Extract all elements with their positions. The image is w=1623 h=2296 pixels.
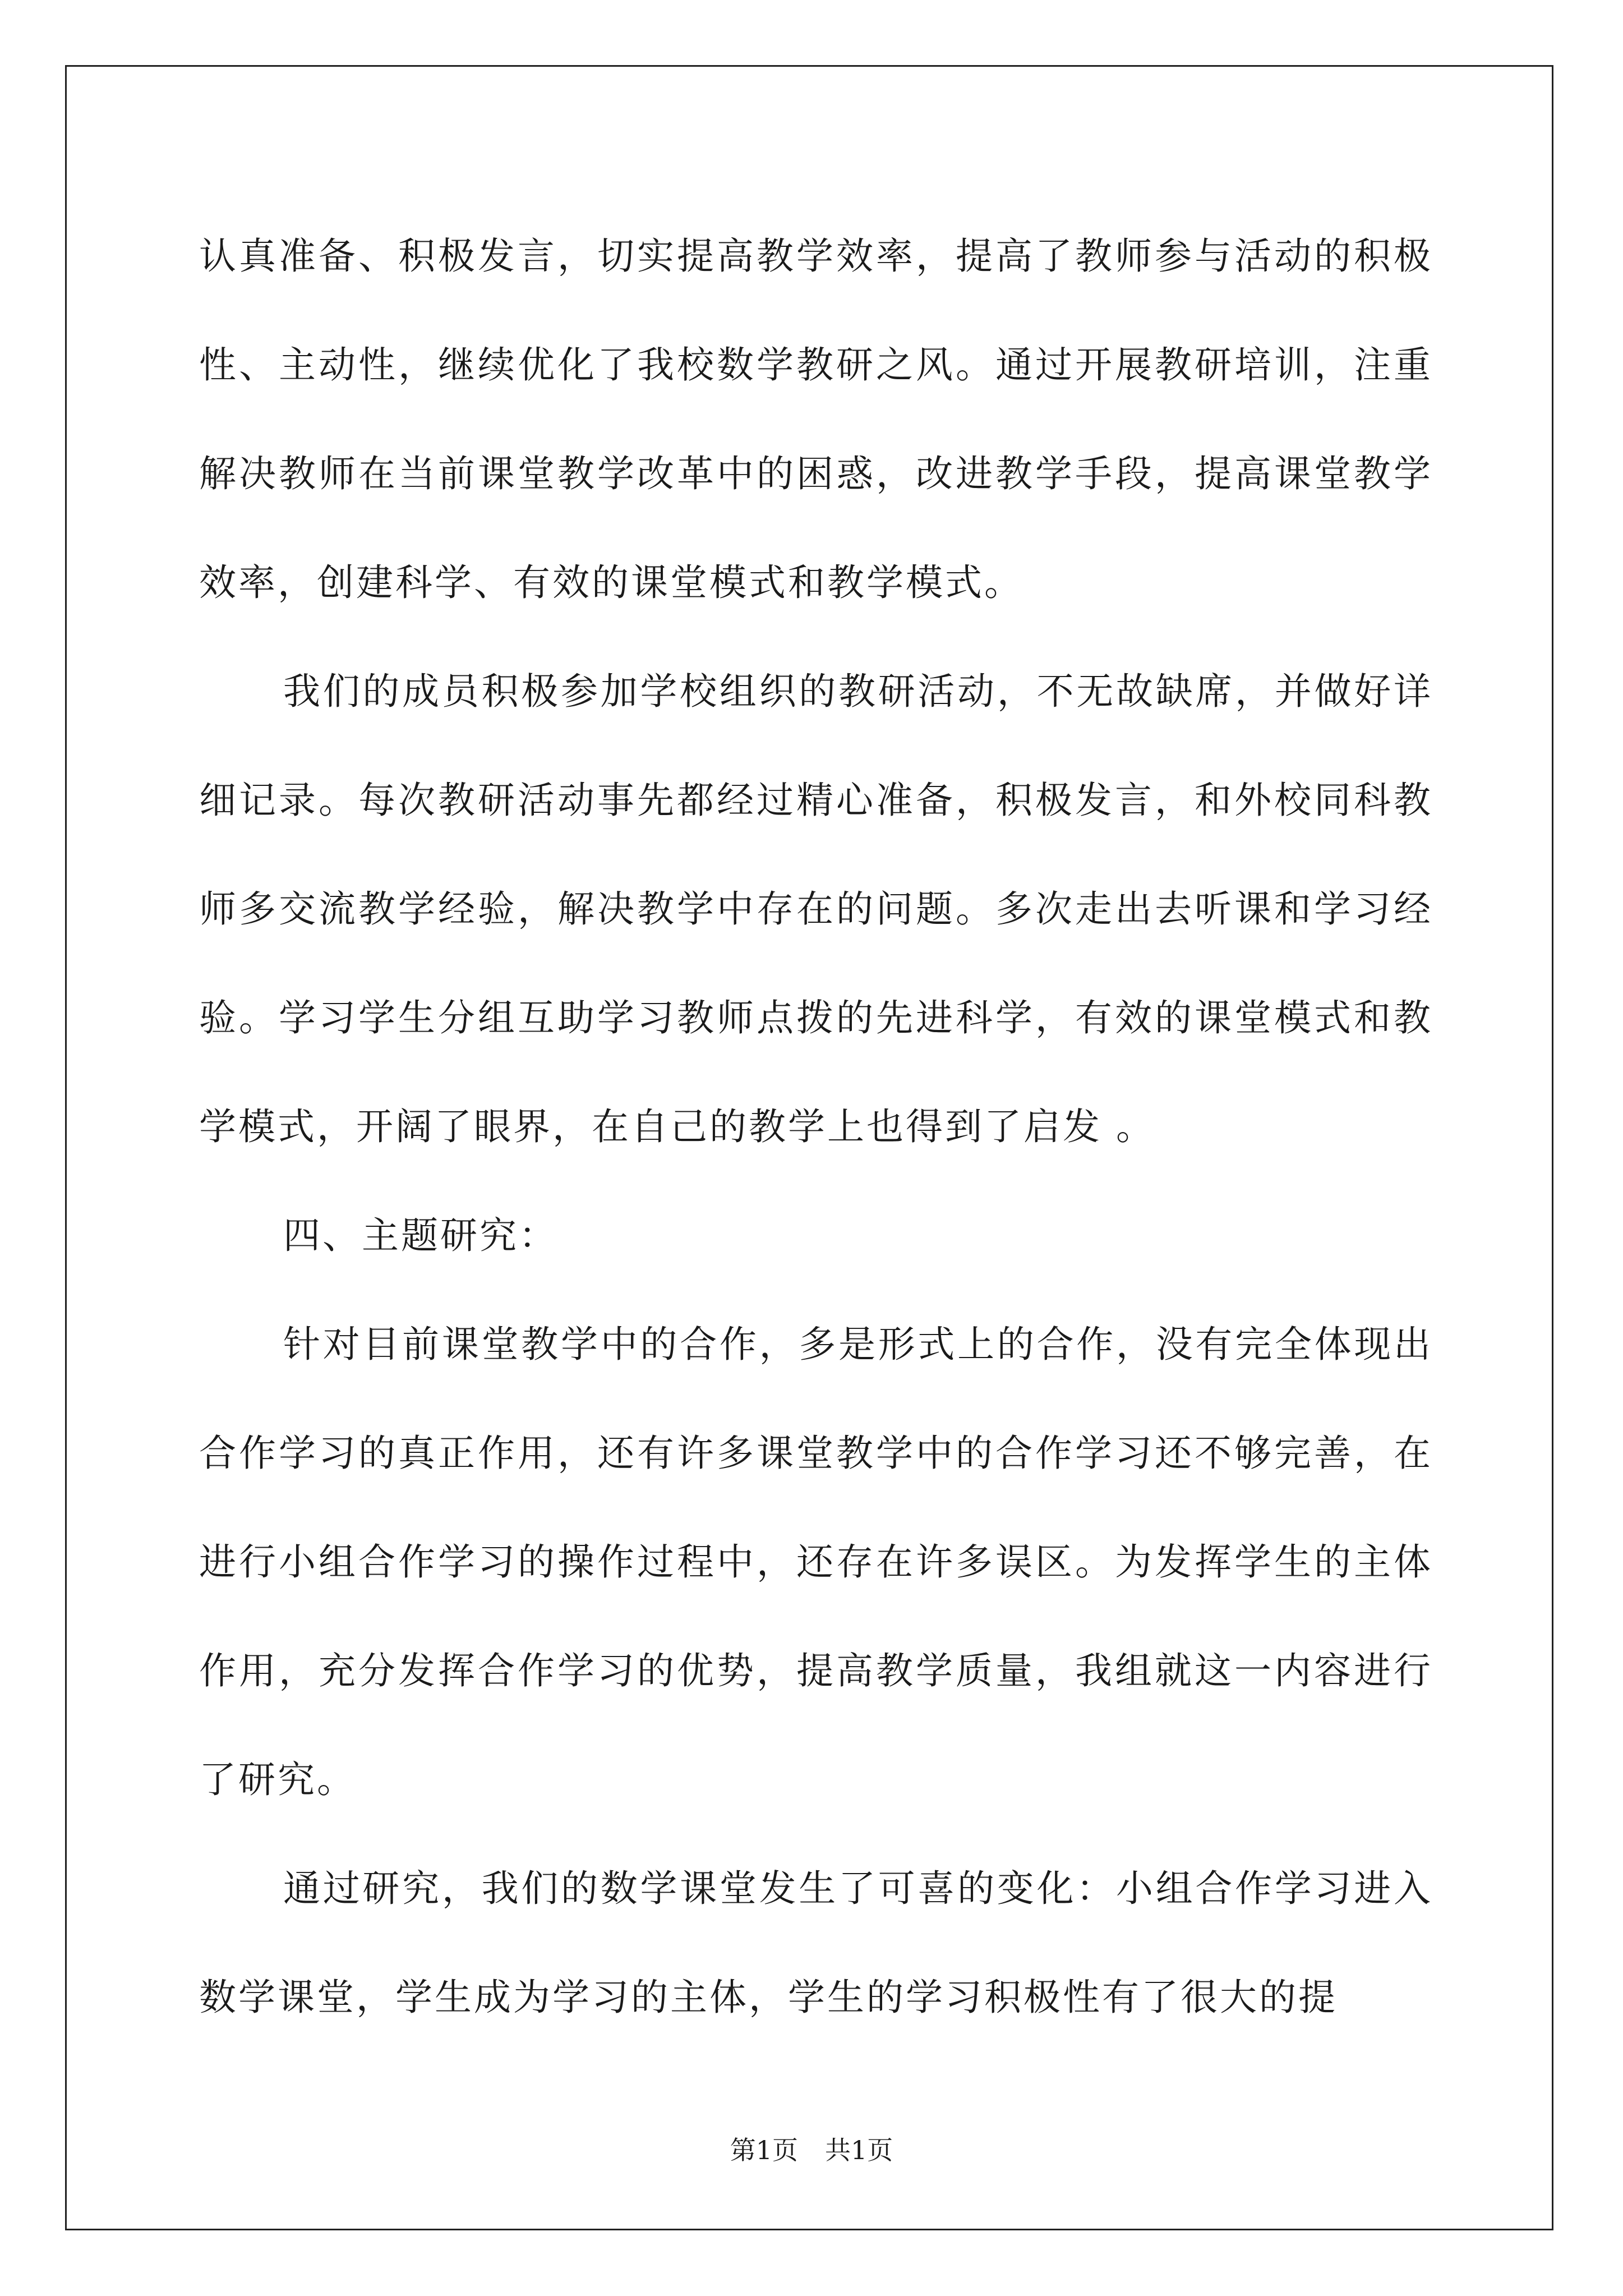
page-number: 第1页 (730, 2135, 798, 2165)
section-heading: 四、主题研究： (283, 1214, 558, 1257)
paragraph: 我们的成员积极参加学校组织的教研活动，不无故缺席，并做好详细记录。每次教研活动事先都经过精心准备，积极发言，和外校同科教师多交流教学经验，解决教学中存在的问题。多次走出去听课和学习经验。学习学生分组互助学习教师点拨的先进科学，有效的课堂模式和教学模式，开阔了眼界，在自己的教学上也得到了启发 。 (199, 670, 1433, 1148)
paragraph: 通过研究，我们的数学课堂发生了可喜的变化：小组合作学习进入数学课堂，学生成为学习的主体，学生的学习积极性有了很大的提 (199, 1867, 1433, 2019)
page-count: 共1页 (825, 2135, 893, 2165)
document-body (199, 202, 1433, 2052)
paragraph: 针对目前课堂教学中的合作，多是形式上的合作，没有完全体现出合作学习的真正作用，还有许多课堂教学中的合作学习还不够完善，在进行小组合作学习的操作过程中，还存在许多误区。为发挥学生的主体作用，充分发挥合作学习的优势，提高教学质量，我组就这一内容进行了研究。 (199, 1323, 1433, 1801)
page-footer (0, 2133, 1623, 2167)
paragraph-continuation: 认真准备、积极发言，切实提高教学效率，提高了教师参与活动的积极性、主动性，继续优化了我校数学教研之风。通过开展教研培训，注重解决教师在当前课堂教学改革中的困惑，改进教学手段，提高课堂教学效率，创建科学、有效的课堂模式和教学模式。 (199, 234, 1433, 604)
